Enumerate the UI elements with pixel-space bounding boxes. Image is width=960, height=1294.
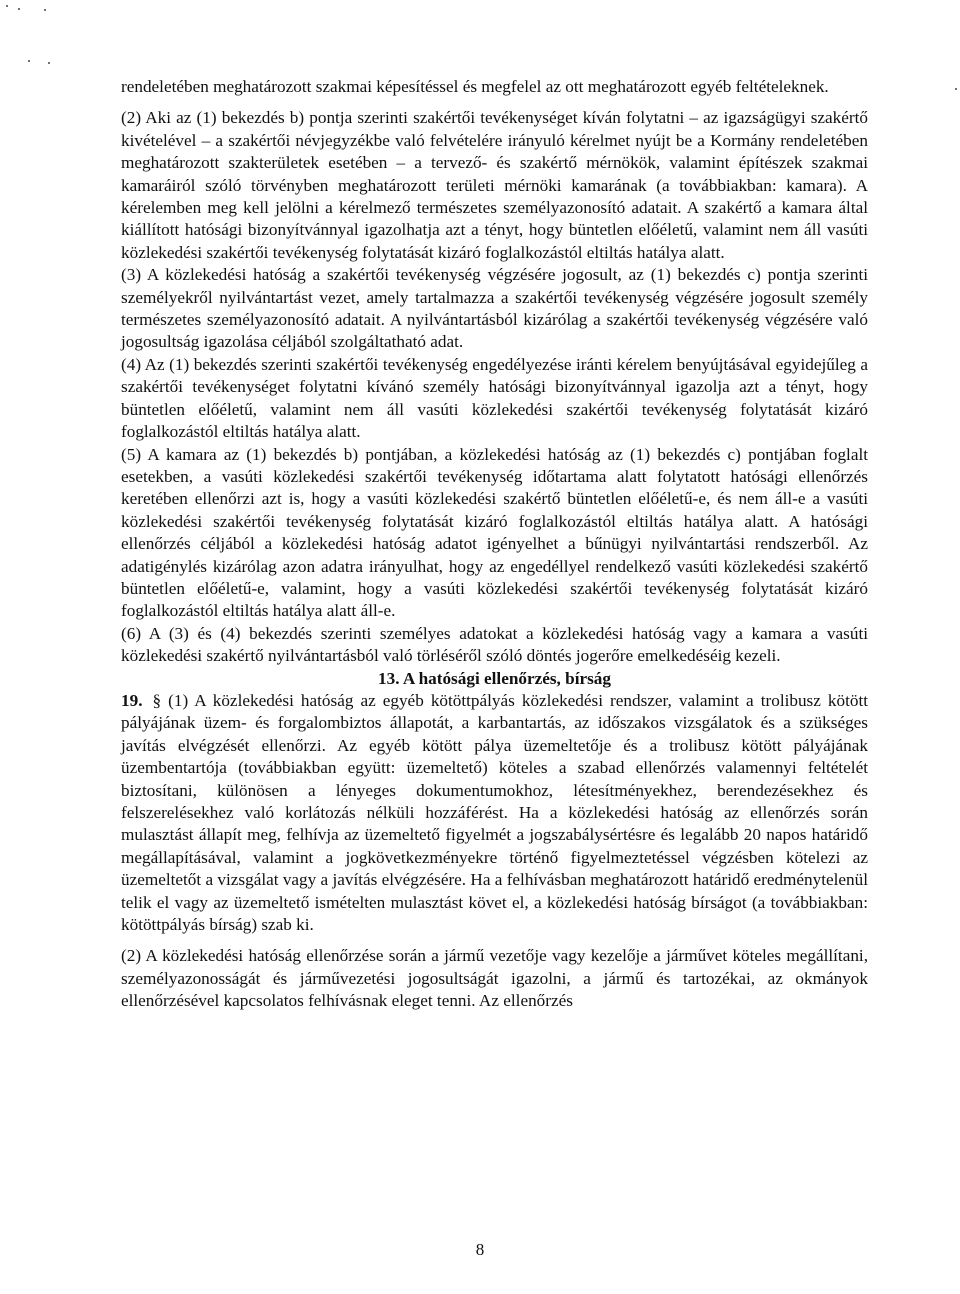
paragraph-6: (6) A (3) és (4) bekezdés szerinti személyes adatokat a közlekedési hatóság vagy a kamara a vasúti közlekedési szakértő nyilvántartásból való törléséről szóló döntés jogerőre emelkedéséig kezeli. <box>121 623 868 666</box>
scan-speck <box>48 62 50 64</box>
section-heading: 13. A hatósági ellenőrzés, bírság <box>378 668 611 688</box>
section-19-text-1: (1) A közlekedési hatóság az egyéb kötöttpályás közlekedési rendszer, valamint a trolibusz kötött pályájának üzem- és forgalombiztos állapotát, a karbantartás, az időszakos vizsgálatok és a szükséges javítás elvégzését ellenőrzi. Az egyéb kötött pálya üzemeltetője és a trolibusz kötött pályájának üzembentartója (továbbiakban együtt: üzemeltető) köteles a szabad ellenőrzés valamennyi feltételét biztosítani, különösen a lényeges dokumentumokhoz, létesítményekhez, berendezésekhez és felszerelésekhez való korlátozás nélküli hozzáférést. Ha a közlekedési hatóság az ellenőrzés során mulasztást állapít meg, felhívja az üzemeltető figyelmét a jogszabálysértésre és legalább 20 napos határidő megállapításával, valamint a jogkövetkezményekre történő figyelmeztetéssel végzésben kötelezi az üzemeltetőt a vizsgálat vagy a javítás elvégzésére. Ha a felhívásban meghatározott határidő eredménytelenül telik el vagy az üzemeltető ismételten mulasztást követ el, a közlekedési hatóság bírságot (a továbbiakban: kötöttpályás bírság) szab ki. <box>121 690 869 935</box>
scan-speck <box>44 9 46 11</box>
paragraph-3: (3) A közlekedési hatóság a szakértői tevékenység végzésére jogosult, az (1) bekezdés c) pontja szerinti személyekről nyilvántartást vezet, amely tartalmazza a szakértői tevékenység végzésére jogosult személy természetes személyazonosító adatait. A nyilvántartásból kizárólag a szakértői tevékenység végzésére való jogosultság igazolása céljából szolgáltatható adat. <box>121 265 868 352</box>
paragraph-4: (4) Az (1) bekezdés szerinti szakértői tevékenység engedélyezése iránti kérelem benyújtásával egyidejűleg a szakértői tevékenységet folytatni kívánó személy hatósági bizonyítvánnyal igazolja azt a tényt, hogy büntetlen előéletű, valamint nem áll vasúti közlekedési szakértői tevékenység folytatását kizáró foglalkozástól eltiltás hatálya alatt. <box>121 354 868 442</box>
document-page <box>121 76 868 1013</box>
paragraph-2: (2) Aki az (1) bekezdés b) pontja szerinti szakértői tevékenységet kíván folytatni – az igazságügyi szakértő kivételével – a szakértői névjegyzékbe való felvételére irányuló kérelmet nyújt be a Kormány rendeletében meghatározott szakterületek esetében – a tervező- és szakértő mérnökök, valamint építészek szakmai kamaráiról szóló törvényben meghatározott területi mérnöki kamarának (a továbbiakban: kamara). A kérelemben meg kell jelölni a kérelmező természetes személyazonosító adatait. A szakértő a kamara által kiállított hatósági bizonyítvánnyal igazolhatja azt a tényt, hogy büntetlen előéletű, valamint nem áll vasúti közlekedési szakértői tevékenység folytatását kizáró foglalkozástól eltiltás hatálya alatt. <box>121 108 868 262</box>
section-number: 19. <box>121 690 143 710</box>
scan-speck <box>6 5 8 7</box>
scan-speck <box>955 88 957 90</box>
paragraph-continuation: rendeletében meghatározott szakmai képesítéssel és megfelel az ott meghatározott egyéb feltételeknek. <box>121 77 829 96</box>
section-19-paragraph-2: (2) A közlekedési hatóság ellenőrzése során a jármű vezetője vagy kezelője a járművet köteles megállítani, személyazonosságát és járművezetési jogosultságát igazolni, a jármű és tartozékai, az okmányok ellenőrzésével kapcsolatos felhívásnak eleget tenni. Az ellenőrzés <box>121 946 868 1011</box>
paragraph-5: (5) A kamara az (1) bekezdés b) pontjában, a közlekedési hatóság az (1) bekezdés c) pontjában foglalt esetekben, a vasúti közlekedési szakértői tevékenység időtartama alatt folytatott hatósági ellenőrzés keretében ellenőrzi azt is, hogy a vasúti közlekedési szakértő büntetlen előéletű-e, és nem áll-e a vasúti közlekedési szakértői tevékenység folytatását kizáró foglalkozástól eltiltás hatálya alatt. A hatósági ellenőrzés céljából a közlekedési hatóság adatot igényelhet a bűnügyi nyilvántartási rendszerből. Az adatigénylés kizárólag azon adatra irányulhat, hogy az engedéllyel rendelkező vasúti közlekedési szakértő büntetlen előéletű-e, valamint, hogy a vasúti közlekedési szakértői tevékenység folytatását kizáró foglalkozástól eltiltás hatálya alatt áll-e. <box>121 444 868 621</box>
page-number: 8 <box>475 1240 485 1259</box>
section-sign: § <box>152 690 162 710</box>
scan-speck <box>18 8 20 10</box>
scan-speck <box>28 60 30 62</box>
section-19-paragraph-1 <box>121 690 868 936</box>
